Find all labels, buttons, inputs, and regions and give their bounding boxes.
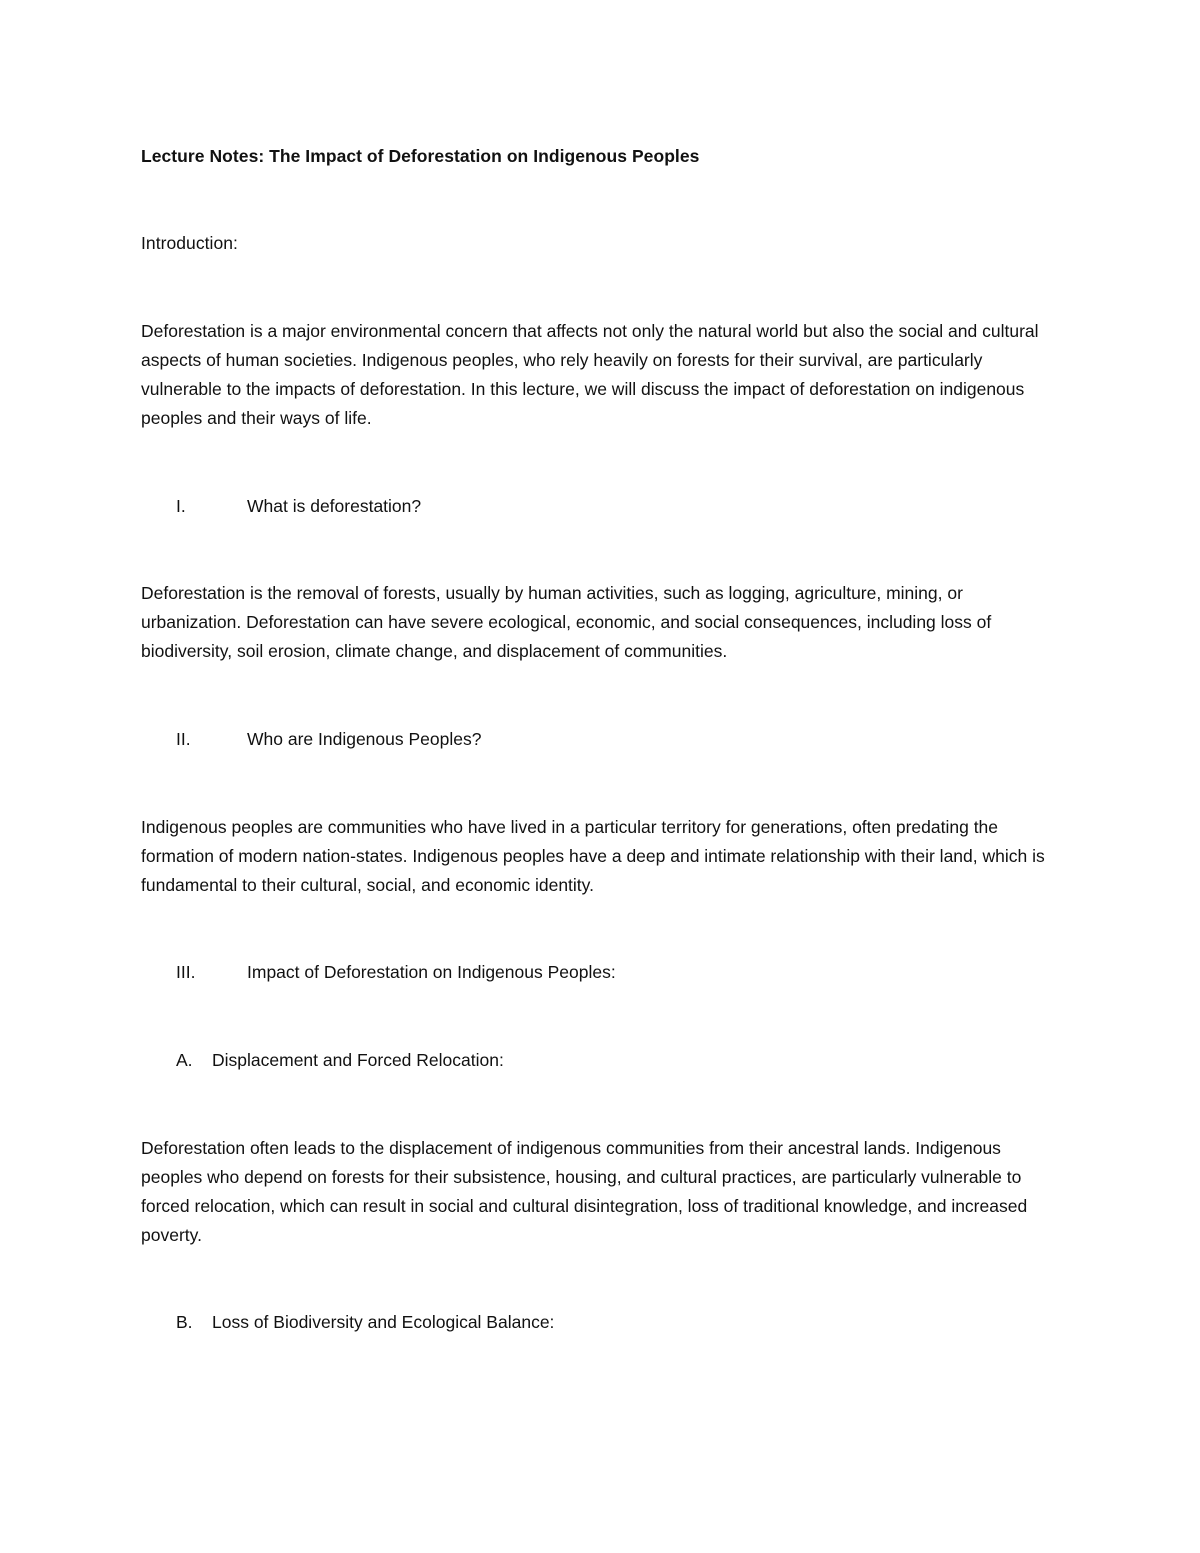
subsection-letter: A.	[176, 1050, 193, 1070]
intro-paragraph: Deforestation is a major environmental concern that affects not only the natural world but also the social and cultural aspects of human societies. Indigenous peoples, who rely heavily on forests for their survival, are particularly vulnerable to the impacts of deforestation. In this lecture, we will discuss the impact of deforestation on indigenous peoples and their ways of life.	[141, 321, 1039, 428]
section-heading-3	[176, 958, 616, 987]
subsection-heading-b	[176, 1308, 554, 1337]
intro-heading: Introduction:	[141, 233, 238, 253]
subsection-letter: B.	[176, 1312, 193, 1332]
section-heading-1	[176, 492, 421, 521]
section-number: I.	[176, 496, 186, 516]
section-number: III.	[176, 962, 196, 982]
subsection-paragraph-a: Deforestation often leads to the displacement of indigenous communities from their ancestral lands. Indigenous peoples who depend on forests for their subsistence, housing, and cultural practices, are particularly vulnerable to forced relocation, which can result in social and cultural disintegration, loss of traditional knowledge, and increased poverty.	[141, 1138, 1028, 1245]
section-title: Impact of Deforestation on Indigenous Peoples:	[247, 962, 616, 982]
document-title: Lecture Notes: The Impact of Deforestation on Indigenous Peoples	[141, 146, 700, 166]
section-title: What is deforestation?	[247, 496, 422, 516]
section-heading-2	[176, 725, 481, 754]
section-number: II.	[176, 729, 191, 749]
section-paragraph-2: Indigenous peoples are communities who have lived in a particular territory for generations, often predating the formation of modern nation-states. Indigenous peoples have a deep and intimate relationship with their land, which is fundamental to their cultural, social, and economic identity.	[141, 817, 1045, 895]
subsection-title: Loss of Biodiversity and Ecological Balance:	[212, 1312, 555, 1332]
subsection-title: Displacement and Forced Relocation:	[212, 1050, 504, 1070]
section-paragraph-1: Deforestation is the removal of forests, usually by human activities, such as logging, agriculture, mining, or urbanization. Deforestation can have severe ecological, economic, and social consequences, including loss of biodiversity, soil erosion, climate change, and displacement of communities.	[141, 583, 992, 661]
section-title: Who are Indigenous Peoples?	[247, 729, 482, 749]
subsection-heading-a	[176, 1046, 504, 1075]
